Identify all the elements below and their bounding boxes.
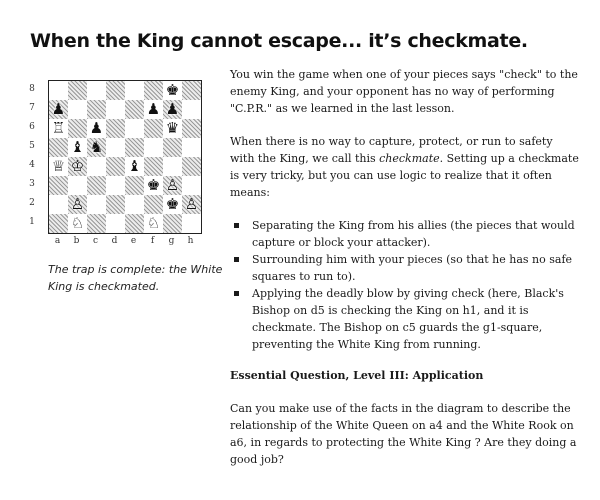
rank-label: 4 — [29, 160, 35, 170]
list-item: Surrounding him with your pieces (so that he has no safe squares to run to). — [230, 251, 580, 285]
square-e2 — [125, 195, 144, 214]
page-heading: When the King cannot escape... it’s checkmate. — [30, 30, 528, 52]
square-b3 — [68, 176, 87, 195]
chess-piece: ♝ — [127, 157, 142, 175]
paragraph-checkmate-definition: When there is no way to capture, protect, or run to safety with the King, we call this checkmate. Setting up a checkmate is very tricky, but you can use logic to realize that it often means: — [230, 135, 579, 199]
file-label: e — [130, 236, 137, 246]
square-e1 — [125, 214, 144, 233]
square-g2 — [163, 195, 182, 214]
chess-piece: ♘ — [146, 214, 161, 232]
chess-piece: ♔ — [70, 157, 85, 175]
chess-diagram — [24, 76, 224, 256]
square-d6 — [106, 119, 125, 138]
rank-label: 5 — [29, 141, 35, 151]
file-label: c — [92, 236, 99, 246]
square-f2 — [144, 195, 163, 214]
square-g8 — [163, 81, 182, 100]
square-f3 — [144, 176, 163, 195]
file-label: d — [111, 236, 118, 246]
square-g6 — [163, 119, 182, 138]
square-a8 — [49, 81, 68, 100]
square-g1 — [163, 214, 182, 233]
square-f6 — [144, 119, 163, 138]
square-b6 — [68, 119, 87, 138]
rank-label: 8 — [29, 84, 35, 94]
file-label: h — [187, 236, 194, 246]
square-h7 — [182, 100, 201, 119]
square-g5 — [163, 138, 182, 157]
chess-piece: ♖ — [51, 119, 66, 137]
square-h1 — [182, 214, 201, 233]
square-e5 — [125, 138, 144, 157]
square-d5 — [106, 138, 125, 157]
square-d8 — [106, 81, 125, 100]
square-c1 — [87, 214, 106, 233]
square-b1 — [68, 214, 87, 233]
square-e7 — [125, 100, 144, 119]
chess-board — [48, 80, 202, 234]
square-a2 — [49, 195, 68, 214]
chess-piece: ♟ — [165, 100, 180, 118]
square-c8 — [87, 81, 106, 100]
chess-piece: ♟ — [146, 100, 161, 118]
square-b2 — [68, 195, 87, 214]
chess-piece: ♙ — [165, 176, 180, 194]
square-h5 — [182, 138, 201, 157]
square-a5 — [49, 138, 68, 157]
square-b7 — [68, 100, 87, 119]
square-f1 — [144, 214, 163, 233]
square-e3 — [125, 176, 144, 195]
chess-piece: ♚ — [165, 81, 180, 99]
chess-piece: ♞ — [89, 138, 104, 156]
lesson-text — [230, 66, 580, 484]
chess-piece: ♟ — [51, 100, 66, 118]
list-item: Separating the King from his allies (the pieces that would capture or block your attacker). — [230, 217, 580, 251]
square-a6 — [49, 119, 68, 138]
essential-question-text: Can you make use of the facts in the diagram to describe the relationship of the White Queen on a4 and the White Rook on a6, in regards to protecting the White King ? Are they doing a good job? — [230, 402, 577, 466]
chess-piece: ♛ — [165, 119, 180, 137]
file-label: g — [168, 236, 175, 246]
square-c7 — [87, 100, 106, 119]
square-d7 — [106, 100, 125, 119]
square-h2 — [182, 195, 201, 214]
square-a1 — [49, 214, 68, 233]
paragraph-win-condition: You win the game when one of your pieces says "check" to the enemy King, and your opponent has no way of performing "C.P.R." as we learned in the last lesson. — [230, 68, 578, 115]
checkmate-term: checkmate — [379, 152, 440, 165]
square-g4 — [163, 157, 182, 176]
chess-piece: ♝ — [70, 138, 85, 156]
square-c4 — [87, 157, 106, 176]
chess-piece: ♙ — [70, 195, 85, 213]
square-d2 — [106, 195, 125, 214]
rank-label: 1 — [29, 217, 35, 227]
checkmate-steps-list — [230, 217, 580, 353]
square-a7 — [49, 100, 68, 119]
square-h3 — [182, 176, 201, 195]
square-c6 — [87, 119, 106, 138]
rank-label: 6 — [29, 122, 35, 132]
square-e8 — [125, 81, 144, 100]
square-f7 — [144, 100, 163, 119]
square-c5 — [87, 138, 106, 157]
list-item: Applying the deadly blow by giving check (here, Black's Bishop on d5 is checking the King on h1, and it is checkmate. The Bishop on c5 guards the g1-square, preventing the White King from running. — [230, 285, 580, 353]
square-c2 — [87, 195, 106, 214]
chess-piece: ♚ — [165, 195, 180, 213]
rank-label: 3 — [29, 179, 35, 189]
square-b5 — [68, 138, 87, 157]
file-label: b — [73, 236, 80, 246]
chess-piece: ♘ — [70, 214, 85, 232]
diagram-caption: The trap is complete: the White King is checkmated. — [48, 263, 223, 293]
square-f8 — [144, 81, 163, 100]
square-f5 — [144, 138, 163, 157]
square-g3 — [163, 176, 182, 195]
file-labels — [48, 236, 200, 246]
square-d3 — [106, 176, 125, 195]
chess-piece: ♟ — [89, 119, 104, 137]
square-d1 — [106, 214, 125, 233]
square-f4 — [144, 157, 163, 176]
square-h4 — [182, 157, 201, 176]
square-b8 — [68, 81, 87, 100]
square-a3 — [49, 176, 68, 195]
square-g7 — [163, 100, 182, 119]
file-label: f — [150, 236, 155, 246]
rank-label: 2 — [29, 198, 35, 208]
chess-piece: ♕ — [51, 157, 66, 175]
square-a4 — [49, 157, 68, 176]
rank-label: 7 — [29, 103, 35, 113]
file-label: a — [54, 236, 61, 246]
square-h6 — [182, 119, 201, 138]
square-e4 — [125, 157, 144, 176]
chess-piece: ♚ — [146, 176, 161, 194]
square-e6 — [125, 119, 144, 138]
square-c3 — [87, 176, 106, 195]
chess-piece: ♙ — [184, 195, 199, 213]
square-b4 — [68, 157, 87, 176]
essential-question-heading: Essential Question, Level III: Application — [230, 369, 484, 382]
square-d4 — [106, 157, 125, 176]
square-h8 — [182, 81, 201, 100]
